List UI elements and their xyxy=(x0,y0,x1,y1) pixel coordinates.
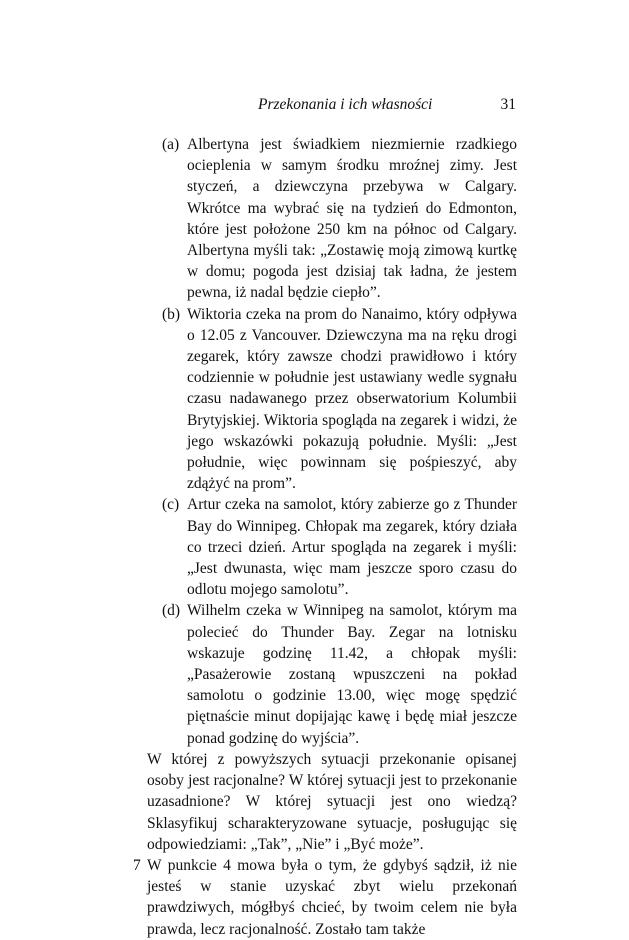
page-body xyxy=(133,134,517,940)
question-paragraph: W której z powyższych sytuacji przekonanie opisanej osoby jest racjonalne? W której sytuacji jest to przekonanie uzasadnione? W której sytuacji jest ono wiedzą? Sklasyfikuj scharakteryzowane sytuacje, posługując się odpowiedziami: „Tak”, „Nie” i „Być może”. xyxy=(147,750,517,853)
item-label: (c) xyxy=(162,496,180,514)
running-title: Przekonania i ich własności xyxy=(258,96,433,113)
list-item xyxy=(147,134,517,304)
page-number: 31 xyxy=(500,96,516,113)
list-item xyxy=(147,494,517,600)
list-item xyxy=(147,304,517,495)
item-label: (a) xyxy=(162,136,180,153)
item-text: Artur czeka na samolot, który zabierze go z Thunder Bay do Winnipeg. Chłopak ma zegarek, który działa co trzeci dzień. Artur spogląda na zegarek i myśli: „Jest dwunasta, więc mam jeszcze sporo czasu do odlotu mojego samolotu”. xyxy=(187,496,517,599)
list-item xyxy=(147,600,517,748)
exercise-number: 7 xyxy=(133,856,141,874)
item-label: (d) xyxy=(162,602,181,620)
running-header xyxy=(160,96,516,120)
item-text: Albertyna jest świadkiem niezmiernie rzadkiego ocieplenia w samym środku mroźnej zimy. Jest styczeń, a dziewczyna przebywa w Calgary. Wkrótce ma wybrać się na tydzień do Edmonton, które jest położone 250 km na północ od Calgary. Albertyna myśli tak: „Zostawię moją zimową kurtkę w domu; pogoda jest dzisiaj tak ładna, że jestem pewna, iż nadal będzie ciepło”. xyxy=(187,136,517,302)
exercise-text: W punkcie 4 mowa była o tym, że gdybyś sądził, iż nie jesteś w stanie uzyskać zbyt wielu przekonań prawdziwych, mógłbyś chcieć, by twoim celem nie była prawda, lecz racjonalność. Zostało tam także xyxy=(147,856,517,938)
item-text: Wiktoria czeka na prom do Nanaimo, który odpływa o 12.05 z Vancouver. Dziewczyna ma na ręku drogi zegarek, który zawsze chodzi prawidłowo i który codziennie w południe jest ustawiany wedle sygnału czasu nadawanego przez obserwatorium Kolumbii Brytyjskiej. Wiktoria spogląda na zegarek i widzi, że jego wskazówki pokazują południe. Myśli: „Jest południe, więc powinnam się pośpieszyć, aby zdążyć na prom”. xyxy=(187,305,517,493)
item-text: Wilhelm czeka w Winnipeg na samolot, którym ma polecieć do Thunder Bay. Zegar na lotnisku wskazuje godzinę 11.42, a chłopak myśli: „Pasażerowie zostaną wpuszczeni na pokład samolotu o godzinie 13.00, więc mogę spędzić piętnaście minut dopijając kawę i będę miał jeszcze ponad godzinę do wyjścia”. xyxy=(187,602,517,747)
exercise-7 xyxy=(133,855,517,940)
item-label: (b) xyxy=(162,305,181,323)
